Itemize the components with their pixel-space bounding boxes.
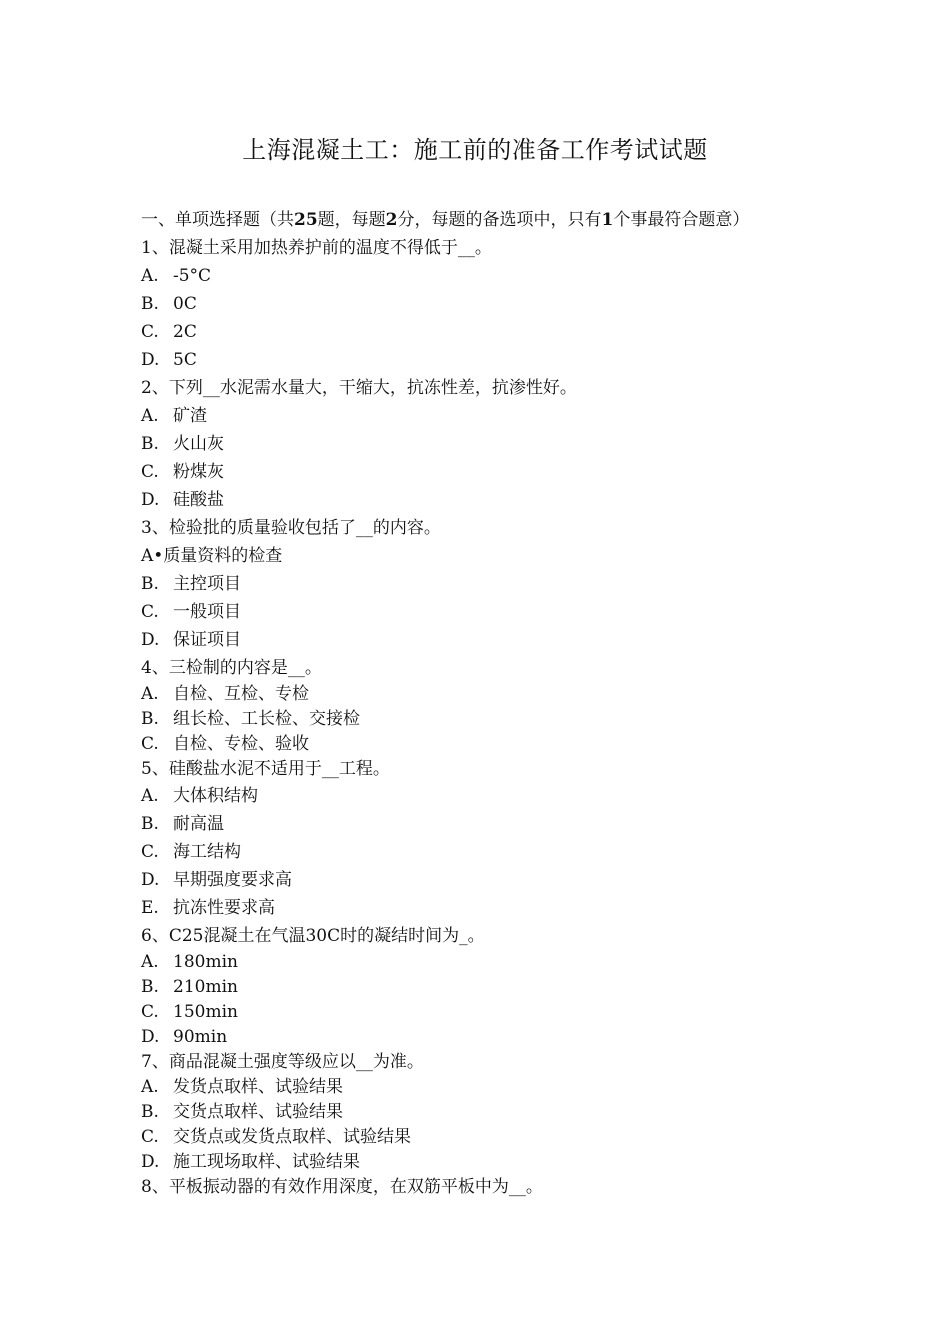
- question-stem: 6、C25混凝土在气温30C时的凝结时间为_。: [141, 926, 485, 946]
- option: A. 发货点取样、试验结果: [141, 1077, 343, 1097]
- option: A. 自检、互检、专检: [141, 684, 309, 704]
- option: A. -5°C: [141, 266, 212, 286]
- option: A•质量资料的检查: [141, 546, 283, 566]
- question-stem: 1、混凝土采用加热养护前的温度不得低于__。: [141, 238, 492, 258]
- question-stem: 7、商品混凝土强度等级应以__为准。: [141, 1052, 424, 1072]
- option: B. 交货点取样、试验结果: [141, 1102, 343, 1122]
- document-title: 上海混凝土工：施工前的准备工作考试试题: [242, 136, 708, 164]
- option: C. 2C: [141, 322, 197, 342]
- section-heading: 一、单项选择题（共25题，每题2分，每题的备选项中，只有1个事最符合题意）: [141, 210, 750, 230]
- question-points: 2: [385, 210, 398, 230]
- option: B. 耐高温: [141, 814, 224, 834]
- option: C. 海工结构: [141, 842, 241, 862]
- option: B. 210min: [141, 977, 238, 997]
- option: D. 硅酸盐: [141, 490, 224, 510]
- document-body: [141, 208, 821, 1200]
- option: A. 180min: [141, 952, 238, 972]
- option: E. 抗冻性要求高: [141, 898, 275, 918]
- question-stem: 3、检验批的质量验收包括了__的内容。: [141, 518, 441, 538]
- option: C. 粉煤灰: [141, 462, 224, 482]
- option: B. 组长检、工长检、交接检: [141, 709, 360, 729]
- question-count: 25: [294, 210, 318, 230]
- option: B. 主控项目: [141, 574, 241, 594]
- option: D. 90min: [141, 1027, 228, 1047]
- question-stem: 5、硅酸盐水泥不适用于__工程。: [141, 759, 390, 779]
- option: D. 早期强度要求高: [141, 870, 292, 890]
- option: B. 0C: [141, 294, 197, 314]
- option: C. 150min: [141, 1002, 238, 1022]
- option: A. 大体积结构: [141, 786, 258, 806]
- option: C. 交货点或发货点取样、试验结果: [141, 1127, 411, 1147]
- option: D. 施工现场取样、试验结果: [141, 1152, 360, 1172]
- question-stem: 4、三检制的内容是__。: [141, 658, 322, 678]
- option: A. 矿渣: [141, 406, 207, 426]
- option: B. 火山灰: [141, 434, 224, 454]
- question-stem: 8、平板振动器的有效作用深度，在双筋平板中为__。: [141, 1177, 543, 1197]
- option: D. 保证项目: [141, 630, 241, 650]
- question-stem: 2、下列__水泥需水量大，干缩大，抗冻性差，抗渗性好。: [141, 378, 577, 398]
- option: D. 5C: [141, 350, 197, 370]
- option: C. 自检、专检、验收: [141, 734, 309, 754]
- correct-count: 1: [601, 210, 614, 230]
- option: C. 一般项目: [141, 602, 241, 622]
